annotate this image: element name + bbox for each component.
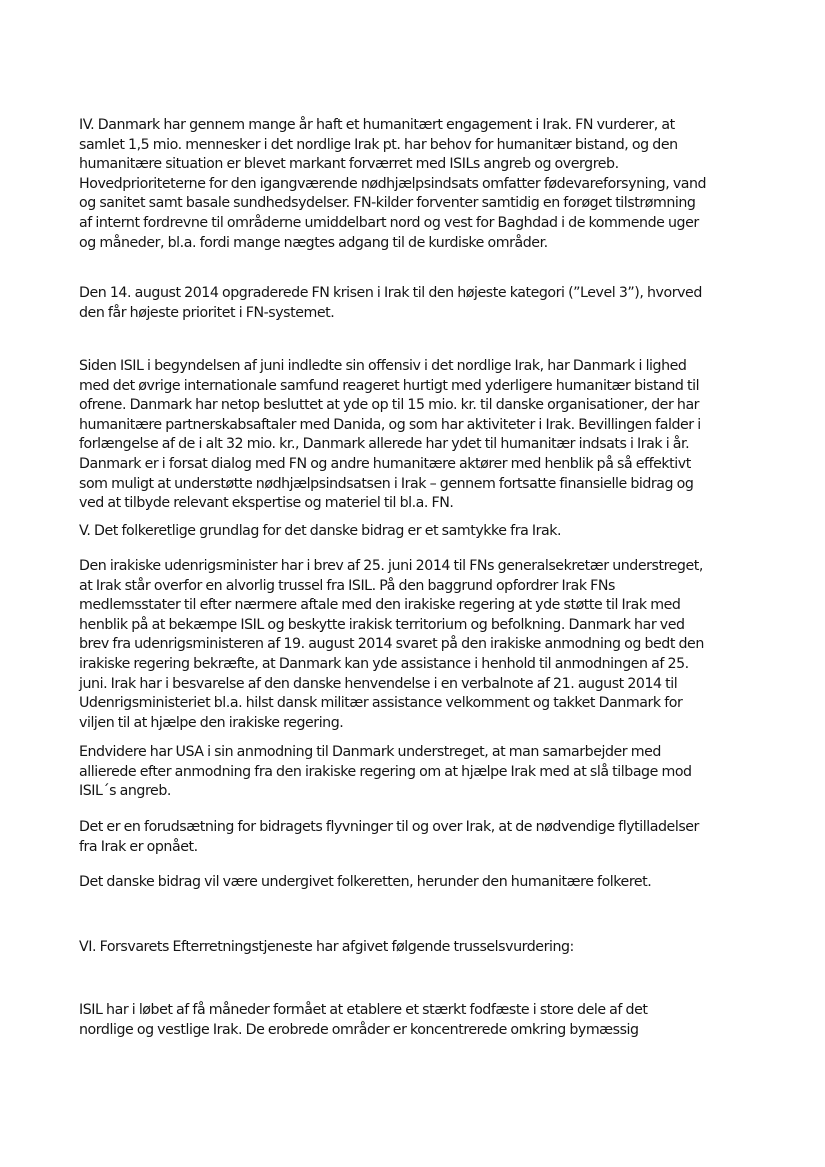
text-line: ofrene. Danmark har netop besluttet at yde op til 15 mio. kr. til danske organisationer, der har: [79, 397, 700, 414]
section-iv-paragraph-1: [79, 116, 765, 253]
text-line: Siden ISIL i begyndelsen af juni indledte sin offensiv i det nordlige Irak, har Danmark i lighed: [79, 358, 687, 374]
section-vi-paragraph-1: [79, 1001, 765, 1040]
text-line: IV. Danmark har gennem mange år haft et humanitært engagement i Irak. FN vurderer, at: [79, 117, 675, 133]
section-v-paragraph-1: [79, 557, 765, 733]
text-line: Det danske bidrag vil være undergivet folkeretten, herunder den humanitære folkeret.: [79, 874, 652, 890]
text-line: at Irak står overfor en alvorlig trussel fra ISIL. På den baggrund opfordrer Irak FNs: [79, 577, 616, 594]
text-line: ISIL´s angreb.: [79, 783, 171, 800]
text-line: Udenrigsministeriet bl.a. hilst dansk militær assistance velkomment og takket Danmark for: [79, 695, 683, 712]
text-line: fra Irak er opnået.: [79, 838, 198, 855]
text-line: med det øvrige internationale samfund reageret hurtigt med yderligere humanitær bistand til: [79, 377, 700, 394]
text-line: af internt fordrevne til områderne umiddelbart nord og vest for Baghdad i de kommende uger: [79, 214, 699, 231]
text-line: ISIL har i løbet af få måneder formået at etablere et stærkt fodfæste i store dele af det: [79, 1002, 648, 1018]
text-line: og måneder, bl.a. fordi mange nægtes adgang til de kurdiske områder.: [79, 234, 548, 251]
text-line: den får højeste prioritet i FN-systemet.: [79, 304, 335, 321]
text-line: Endvidere har USA i sin anmodning til Danmark understreget, at man samarbejder med: [79, 744, 661, 760]
text-line: som muligt at understøtte nødhjælpsindsatsen i Irak – gennem fortsatte finansielle bidrag og: [79, 475, 694, 492]
text-line: samlet 1,5 mio. mennesker i det nordlige Irak pt. har behov for humanitær bistand, og den: [79, 136, 678, 153]
text-line: viljen til at hjælpe den irakiske regering.: [79, 714, 344, 731]
text-line: Den 14. august 2014 opgraderede FN krisen i Irak til den højeste kategori (”Level 3”), hvorved: [79, 285, 702, 301]
text-line: henblik på at bekæmpe ISIL og beskytte irakisk territorium og befolkning. Danmark har ved: [79, 616, 685, 633]
section-v-paragraph-4: [79, 873, 765, 893]
section-v-heading: [79, 522, 765, 542]
section-v-paragraph-3: [79, 818, 765, 857]
text-line: irakiske regering bekræfte, at Danmark kan yde assistance i henhold til anmodningen af 25.: [79, 655, 689, 672]
text-line: juni. Irak har i besvarelse af den danske henvendelse i en verbalnote af 21. august 2014 til: [79, 675, 678, 692]
text-line: medlemsstater til efter nærmere aftale med den irakiske regering at yde støtte til Irak med: [79, 597, 681, 614]
section-heading: VI. Forsvarets Efterretningstjeneste har afgivet følgende trusselsvurdering:: [79, 939, 574, 955]
text-line: Den irakiske udenrigsminister har i brev af 25. juni 2014 til FNs generalsekretær understreget,: [79, 558, 703, 574]
text-line: Hovedprioriteterne for den igangværende nødhjælpsindsats omfatter fødevareforsyning, vand: [79, 175, 707, 192]
text-line: Det er en forudsætning for bidragets flyvninger til og over Irak, at de nødvendige flytilladelser: [79, 819, 699, 835]
text-line: Danmark er i forsat dialog med FN og andre humanitære aktører med henblik på så effektivt: [79, 455, 691, 472]
section-heading: V. Det folkeretlige grundlag for det danske bidrag er et samtykke fra Irak.: [79, 523, 562, 539]
text-line: humanitære partnerskabsaftaler med Danida, og som har aktiviteter i Irak. Bevillingen falder i: [79, 416, 701, 433]
text-line: nordlige og vestlige Irak. De erobrede områder er koncentrerede omkring bymæssig: [79, 1021, 639, 1038]
section-iv-paragraph-3: [79, 357, 765, 514]
section-vi-heading: [79, 938, 765, 958]
section-v-paragraph-2: [79, 743, 765, 802]
text-line: ved at tilbyde relevant ekspertise og materiel til bl.a. FN.: [79, 495, 454, 512]
section-iv-paragraph-2: [79, 284, 765, 323]
text-line: brev fra udenrigsministeren af 19. august 2014 svaret på den irakiske anmodning og bedt den: [79, 636, 704, 653]
text-line: forlængelse af de i alt 32 mio. kr., Danmark allerede har ydet til humanitær indsats i Irak i år.: [79, 436, 690, 453]
text-line: allierede efter anmodning fra den irakiske regering om at hjælpe Irak med at slå tilbage mod: [79, 763, 692, 780]
text-line: og sanitet samt basale sundhedsydelser. FN-kilder forventer samtidig en forøget tilstrømning: [79, 195, 696, 212]
text-line: humanitære situation er blevet markant forværret med ISILs angreb og overgreb.: [79, 156, 619, 173]
